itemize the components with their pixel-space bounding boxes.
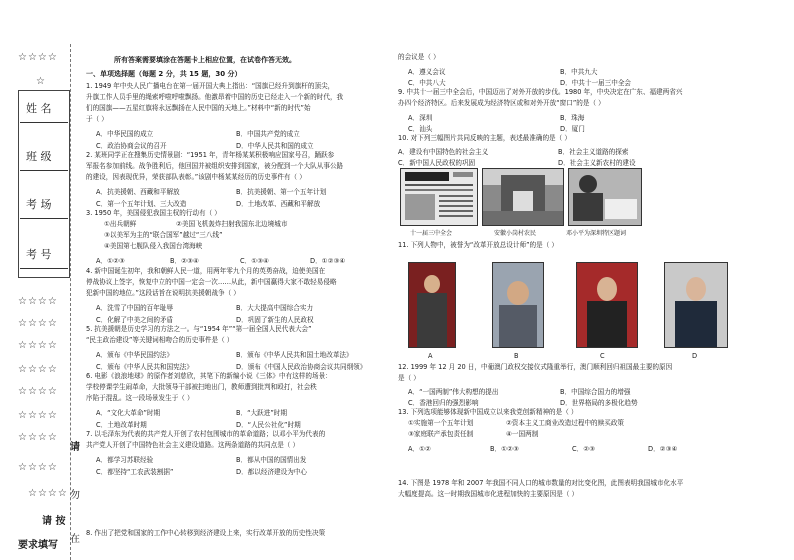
newspaper-image bbox=[400, 168, 478, 226]
option-a[interactable]: A．都学习苏联经验 bbox=[96, 456, 154, 464]
option-a[interactable]: A．“文化大革命”时期 bbox=[96, 409, 161, 417]
margin-stars: ☆☆☆☆ bbox=[18, 410, 58, 421]
question-13-text: 13. 下列选项能够体现新中国成立以来我党创新精神的是（ ） bbox=[398, 408, 578, 416]
question-3-item: ④美国第七舰队侵入我国台湾海峡 bbox=[104, 242, 203, 250]
question-6-text: 6. 电影《浪浪地球》的原作者刘慈欣，其笔下的新编小说《三体》中有这样的场景： bbox=[86, 372, 332, 380]
number-label: 考 号 bbox=[26, 248, 52, 261]
option-c[interactable]: C．香港回归的强烈影响 bbox=[408, 399, 479, 407]
option-b[interactable]: B．大大提高中国综合实力 bbox=[236, 304, 314, 312]
question-14-text: 14. 下图是 1978 年和 2007 年我国不同人口的城市数量的对比变化图，此图表明我国城市化水平 bbox=[398, 479, 684, 487]
portrait-d-image bbox=[664, 262, 728, 348]
portrait-b-image bbox=[492, 262, 544, 348]
question-13-item: ④一国两制 bbox=[506, 430, 539, 438]
option-c[interactable]: C．①③④ bbox=[240, 257, 269, 265]
question-13-item: ①实施第一个五年计划 bbox=[408, 419, 474, 427]
option-c[interactable]: C．新中国人民政权的巩固 bbox=[398, 159, 476, 167]
option-a[interactable]: A．①② bbox=[408, 445, 431, 453]
question-2-text: 2. 某班同学正在搜集历史情景剧：“1951 年，青年杨某某积极响应国家号召，踊跃参 bbox=[86, 151, 335, 159]
room-field[interactable] bbox=[20, 218, 68, 219]
option-a[interactable]: A bbox=[428, 352, 433, 360]
option-b[interactable]: B．中国综合国力的增强 bbox=[560, 388, 631, 396]
option-d[interactable]: D bbox=[692, 352, 698, 360]
option-b[interactable]: B．社会主义道路的探索 bbox=[558, 148, 629, 156]
question-1-text: 1. 1949 年中央人民广播电台在第一届开国大典上指出：“国旗已经升到旗杆的顶尖， bbox=[86, 82, 335, 90]
name-field[interactable] bbox=[20, 122, 68, 123]
option-d[interactable]: D．“人民公社化”时期 bbox=[236, 421, 301, 429]
question-11-text: 11. 下列人物中，被誉为“改革开放总设计师”的是（ ） bbox=[398, 241, 558, 249]
option-a[interactable]: A．建设有中国特色的社会主义 bbox=[398, 148, 489, 156]
exam-notice: 所有答案需要填涂在答题卡上相应位置，在试卷作答无效。 bbox=[114, 56, 296, 64]
margin-stars: ☆☆☆☆ bbox=[18, 462, 58, 473]
portrait-a-image bbox=[408, 262, 456, 348]
section-heading: 一、单项选择题（每题 2 分，共 15 题，30 分） bbox=[86, 70, 242, 78]
question-5-text: 5. 抗美援朝是历史学习的方法之一。与“1954 年”“第一届全国人民代表大会” bbox=[86, 325, 312, 333]
class-label: 班 级 bbox=[26, 150, 52, 163]
margin-stars: ☆☆☆☆ bbox=[18, 52, 58, 63]
option-d[interactable]: D．社会主义新农村的建设 bbox=[558, 159, 636, 167]
margin-char: 请 bbox=[70, 442, 80, 453]
margin-stars: ☆☆☆☆ bbox=[18, 296, 58, 307]
margin-stars: ☆☆☆☆ bbox=[18, 364, 58, 375]
margin-star: ☆ bbox=[36, 76, 46, 87]
option-d[interactable]: D．都以经济建设为中心 bbox=[236, 468, 308, 476]
deng-inscription-image bbox=[568, 168, 642, 226]
question-9-text: 办四个经济特区。后来发展成为经济特区或和对外开放“窗口”的是（ ） bbox=[398, 99, 605, 107]
question-12-text: 是（ ） bbox=[398, 374, 420, 382]
option-d[interactable]: D．中华人民共和国的成立 bbox=[236, 142, 314, 150]
option-c[interactable]: C．化解了中美之间的矛盾 bbox=[96, 316, 174, 324]
question-1-text: 于（ ） bbox=[86, 115, 108, 123]
question-4-text: 犯新中国的地位。”这段话旨在说明抗美援朝战争（ ） bbox=[86, 289, 240, 297]
option-b[interactable]: B．珠海 bbox=[560, 114, 585, 122]
option-b[interactable]: B．中国共产党的成立 bbox=[236, 130, 300, 138]
option-c[interactable]: C bbox=[600, 352, 605, 360]
question-5-text: “民主政治建设”等关键词相吻合的历史事件是（ ） bbox=[86, 336, 234, 344]
question-2-text: 的建设，因表现优异，荣获部队表彰。”该剧中杨某某经历的历史事件有（ ） bbox=[86, 173, 306, 181]
option-b[interactable]: B．中共九大 bbox=[560, 68, 598, 76]
margin-char: 勿 bbox=[70, 490, 80, 501]
margin-char: 在 bbox=[70, 534, 80, 545]
option-d[interactable]: D．中共十一届三中全会 bbox=[560, 79, 632, 87]
question-8-text: 的会议是（ ） bbox=[398, 53, 440, 61]
margin-stars: ☆☆☆☆ bbox=[28, 488, 68, 499]
option-c[interactable]: C．都坚持“工农武装割据” bbox=[96, 468, 174, 476]
option-c[interactable]: C．②③ bbox=[572, 445, 596, 453]
option-c[interactable]: C．第一个五年计划、三大改造 bbox=[96, 200, 187, 208]
number-field[interactable] bbox=[20, 268, 68, 269]
option-b[interactable]: B．②③④ bbox=[170, 257, 199, 265]
question-9-text: 9. 中共十一届三中全会后，中国迈出了对外开放的步伐。1980 年，中央决定在广东、福建两省兴 bbox=[398, 88, 683, 96]
question-3-item: ②美国飞机轰炸扫射我国东北边境城市 bbox=[176, 220, 288, 228]
option-b[interactable]: B．“大跃进”时期 bbox=[236, 409, 287, 417]
room-label: 考 场 bbox=[26, 198, 52, 211]
option-a[interactable]: A．“一国两制”伟大构想的提出 bbox=[408, 388, 499, 396]
question-8-text: 8. 作出了把党和国家的工作中心转移到经济建设上来，实行改革开放的历史性决策 bbox=[86, 529, 326, 537]
option-b[interactable]: B．抗美援朝、第一个五年计划 bbox=[236, 188, 327, 196]
binding-line bbox=[70, 44, 71, 560]
question-12-text: 12. 1999 年 12 月 20 日，中葡澳门政权交接仪式隆重举行，澳门顺利回归祖国最主要的原因 bbox=[398, 363, 673, 371]
image-caption: 安徽小岗村农民 bbox=[494, 230, 537, 237]
question-4-text: 停战协议上签字，恢复中立的中国一定会一次……从此，新中国赢得大家不敢轻易侵略 bbox=[86, 278, 337, 286]
name-label: 姓 名 bbox=[26, 102, 52, 115]
option-a[interactable]: A．抗美援朝、西藏和平解放 bbox=[96, 188, 180, 196]
image-caption: 邓小平为深圳特区题词 bbox=[566, 230, 627, 237]
question-13-item: ③家庭联产承包责任制 bbox=[408, 430, 474, 438]
option-c[interactable]: C．中共八大 bbox=[408, 79, 446, 87]
question-1-text: 们的国旗——五星红旗将永远飘扬在人民中国的天地上。”材料中“新的时代”始 bbox=[86, 104, 311, 112]
margin-stars: ☆☆☆☆ bbox=[18, 318, 58, 329]
option-d[interactable]: D．世界格局的多极化趋势 bbox=[560, 399, 638, 407]
question-10-text: 10. 对下列三幅图片共同反映的主题，表述最准确的是（ ） bbox=[398, 134, 571, 142]
option-d[interactable]: D．①②③④ bbox=[310, 257, 346, 265]
xiaogang-village-image bbox=[482, 168, 564, 226]
option-b[interactable]: B．颁布《中华人民共和国土地改革法》 bbox=[236, 351, 353, 359]
margin-instruction: 请 按 bbox=[42, 516, 66, 527]
option-d[interactable]: D．土地改革、西藏和平解放 bbox=[236, 200, 321, 208]
question-3-item: ①出兵朝鲜 bbox=[104, 220, 137, 228]
question-3-text: 3. 1950 年，美国侵犯我国主权的行动有（ ） bbox=[86, 209, 221, 217]
option-a[interactable]: A．颁布《中华民国约法》 bbox=[96, 351, 174, 359]
option-a[interactable]: A．①②③ bbox=[96, 257, 125, 265]
question-4-text: 4. 新中国诞生初年，我和朝鲜人民一道，用两年零九个月的英勇奋战，迫使美国在 bbox=[86, 267, 326, 275]
class-field[interactable] bbox=[20, 170, 68, 171]
image-caption: 十一届三中全会 bbox=[410, 230, 453, 237]
option-d[interactable]: D．厦门 bbox=[560, 125, 585, 133]
question-1-text: 升旗工作人员手里的绳索呼啦呼啦飘扬。他激昂着中国的历史已经走入一个新的时代，我 bbox=[86, 93, 344, 101]
option-d[interactable]: D．颁布《中国人民政治协商会议共同纲领》 bbox=[236, 363, 367, 371]
option-d[interactable]: D．巩固了新生的人民政权 bbox=[236, 316, 314, 324]
option-c[interactable]: C．土地改革时期 bbox=[96, 421, 147, 429]
option-d[interactable]: D．②③④ bbox=[648, 445, 678, 453]
option-a[interactable]: A．遵义会议 bbox=[408, 68, 446, 76]
question-14-text: 大幅度提高。这一时期我国城市化进程加快的主要原因是（ ） bbox=[398, 490, 579, 498]
margin-stars: ☆☆☆☆ bbox=[18, 386, 58, 397]
option-a[interactable]: A．洗雪了中国的百年耻辱 bbox=[96, 304, 174, 312]
option-a[interactable]: A．中华民国的成立 bbox=[96, 130, 154, 138]
option-b[interactable]: B．都从中国的国情出发 bbox=[236, 456, 307, 464]
option-c[interactable]: C．政治协商会议的召开 bbox=[96, 142, 167, 150]
margin-stars: ☆☆☆☆ bbox=[18, 340, 58, 351]
question-7-text: 共产党人开创了中国特色社会主义建设道路。这两条道路的共同点是（ ） bbox=[86, 441, 300, 449]
question-6-text: 序陷于混乱。这一段场景发生于（ ） bbox=[86, 394, 194, 402]
option-a[interactable]: A．深圳 bbox=[408, 114, 433, 122]
question-13-item: ②资本主义工商业改造过程中的赎买政策 bbox=[506, 419, 625, 427]
option-c[interactable]: C．汕头 bbox=[408, 125, 433, 133]
option-b[interactable]: B bbox=[514, 352, 519, 360]
question-3-item: ③以美军为主的“联合国军”越过“三八线” bbox=[104, 231, 223, 239]
portrait-c-image bbox=[576, 262, 638, 348]
question-2-text: 军报名参加前线。战争胜利后，他回国并被组织安排到国家，被分配到一个大队从事公路 bbox=[86, 162, 344, 170]
question-7-text: 7. 以毛泽东为代表的共产党人开创了农村包围城市的革命道路；以邓小平为代表的 bbox=[86, 430, 326, 438]
margin-instruction: 要求填写 bbox=[18, 540, 58, 551]
option-c[interactable]: C．颁布《中华人民共和国宪法》 bbox=[96, 363, 193, 371]
option-b[interactable]: B．①②③ bbox=[490, 445, 519, 453]
question-6-text: 学校停课学生闹革命，大批领导干部被扫地出门，教师遭到批判和殴打，社会秩 bbox=[86, 383, 317, 391]
margin-stars: ☆☆☆☆ bbox=[18, 432, 58, 443]
